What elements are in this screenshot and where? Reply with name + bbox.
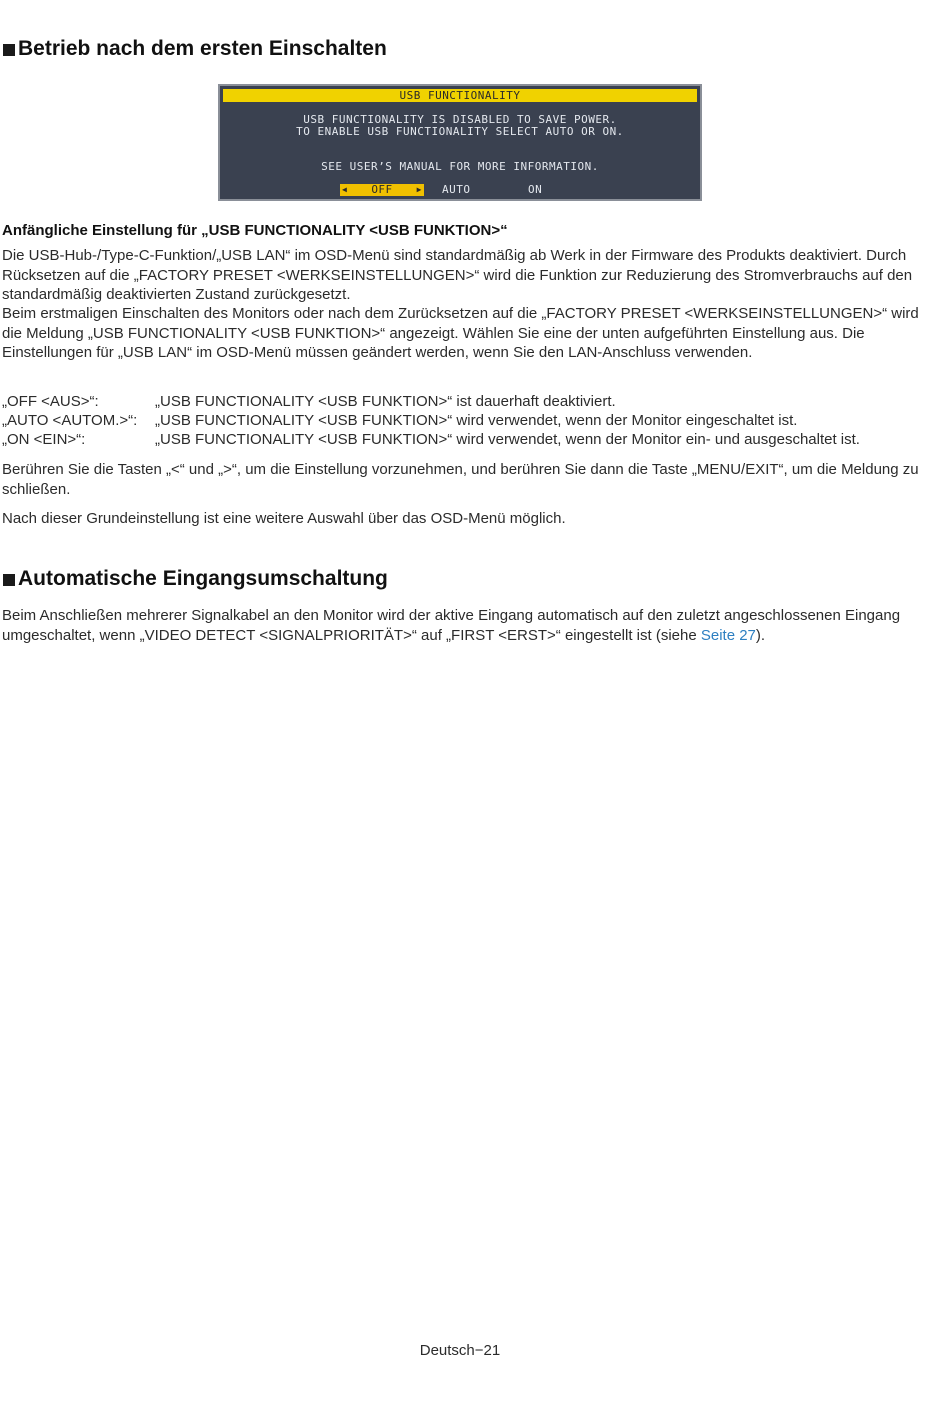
osd-title-bar: USB FUNCTIONALITY	[223, 89, 697, 102]
option-key: „ON <EIN>“:	[2, 431, 86, 448]
osd-option-off-selected	[340, 184, 424, 196]
option-description: „USB FUNCTIONALITY <USB FUNKTION>“ wird verwendet, wenn der Monitor eingeschaltet ist.	[155, 412, 798, 429]
section-heading-auto-input-switch	[3, 566, 388, 592]
initial-setting-heading: Anfängliche Einstellung für „USB FUNCTIONALITY <USB FUNKTION>“	[2, 222, 508, 239]
section-heading-text: Automatische Eingangsumschaltung	[18, 567, 388, 590]
page-27-link[interactable]: Seite 27	[700, 626, 756, 644]
osd-option-label: OFF	[371, 183, 393, 196]
square-bullet-icon	[3, 574, 15, 586]
option-description: „USB FUNCTIONALITY <USB FUNKTION>“ ist dauerhaft deaktiviert.	[155, 393, 616, 410]
option-key: „AUTO <AUTOM.>“:	[2, 412, 138, 429]
arrow-right-icon: ▶	[416, 185, 422, 194]
initial-setting-paragraph-4: Nach dieser Grundeinstellung ist eine weitere Auswahl über das OSD-Menü möglich.	[2, 510, 566, 527]
section-heading-text: Betrieb nach dem ersten Einschalten	[18, 37, 387, 60]
osd-option-auto: AUTO	[442, 183, 471, 196]
osd-message-line-3: SEE USER’S MANUAL FOR MORE INFORMATION.	[321, 160, 599, 173]
option-description: „USB FUNCTIONALITY <USB FUNKTION>“ wird verwendet, wenn der Monitor ein- und ausgeschaltet ist.	[155, 431, 860, 448]
section-heading-first-power-on	[3, 36, 387, 62]
option-key: „OFF <AUS>“:	[2, 393, 99, 410]
initial-setting-paragraph-2: Beim erstmaligen Einschalten des Monitors oder nach dem Zurücksetzen auf die „FACTORY PRESET <WERKSEINSTELLUNGEN>“ wird die Meldung „USB FUNCTIONALITY <USB FUNKTION>“ angezeigt. Wählen Sie eine der unten aufgeführten Einstellung aus. Die Einstellungen für „USB LAN“ im OSD-Menü müssen geändert werden, wenn Sie den LAN-Anschluss verwenden.	[2, 305, 919, 361]
initial-setting-paragraph-1: Die USB-Hub-/Type-C-Funktion/„USB LAN“ im OSD-Menü sind standardmäßig ab Werk in der Firmware des Produkts deaktiviert. Durch Rücksetzen auf die „FACTORY PRESET <WERKSEINSTELLUNGEN>“ wird die Funktion zur Reduzierung des Stromverbrauchs auf den standardmäßig deaktivierten Zustand zurückgesetzt.	[2, 247, 913, 303]
page-number: Deutsch−21	[419, 1342, 501, 1359]
osd-message-line-2: TO ENABLE USB FUNCTIONALITY SELECT AUTO OR ON.	[296, 125, 624, 138]
osd-usb-functionality-screen	[218, 84, 702, 201]
initial-setting-paragraph-3: Berühren Sie die Tasten „<“ und „>“, um die Einstellung vorzunehmen, und berühren Sie dann die Taste „MENU/EXIT“, um die Meldung zu schließen.	[2, 461, 919, 498]
auto-input-text: Beim Anschließen mehrerer Signalkabel an den Monitor wird der aktive Eingang automatisch auf den zuletzt angeschlossenen Eingang umgeschaltet, wenn „VIDEO DETECT <SIGNALPRIORITÄT>“ auf „FIRST <ERST>“ eingestellt ist (siehe	[2, 607, 901, 644]
arrow-left-icon: ◀	[342, 185, 348, 194]
osd-message-line-1: USB FUNCTIONALITY IS DISABLED TO SAVE POWER.	[303, 113, 617, 126]
osd-option-on: ON	[528, 183, 543, 196]
auto-input-text-end: ).	[755, 626, 766, 644]
auto-input-paragraph	[2, 606, 932, 645]
square-bullet-icon	[3, 44, 15, 56]
